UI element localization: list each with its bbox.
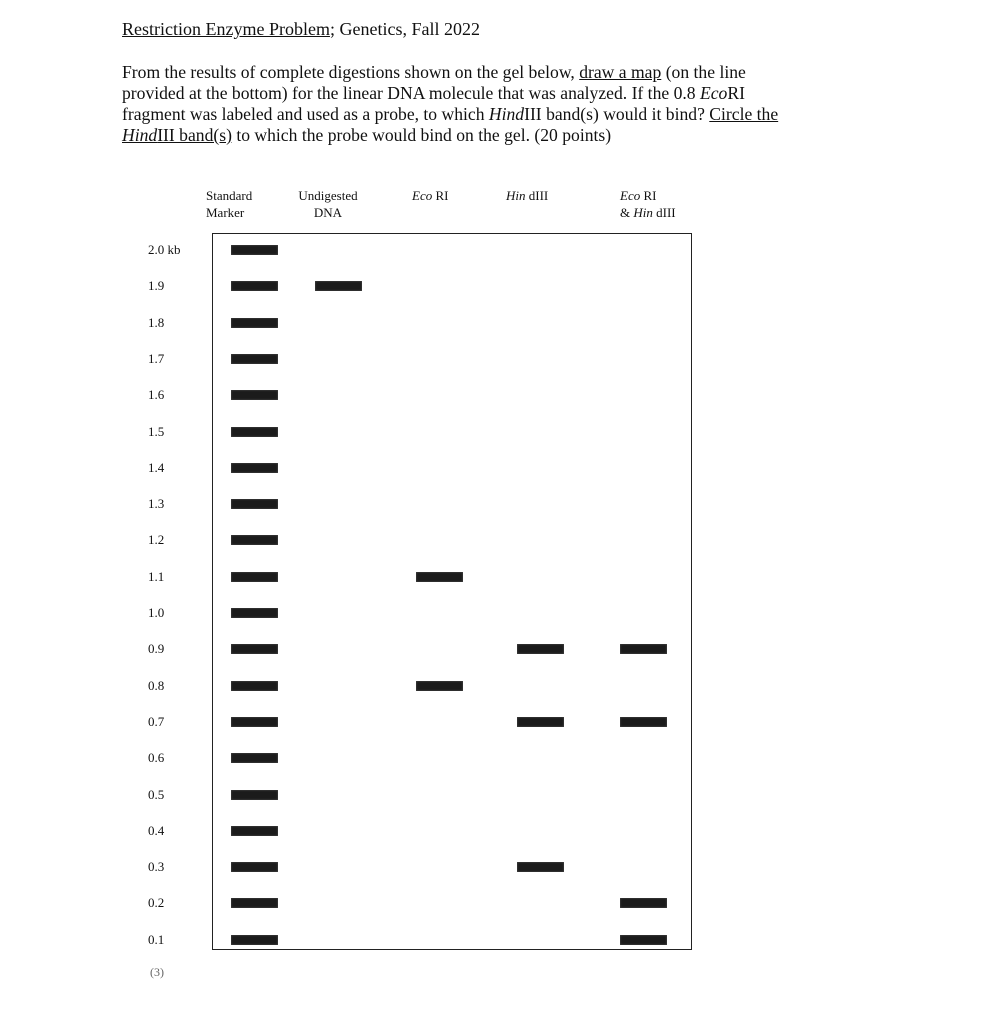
size-label: 1.0 (148, 605, 165, 620)
size-label: 1.1 (148, 568, 165, 584)
size-label: 0.1 (148, 931, 165, 947)
band-standard-1_3kb (231, 499, 278, 509)
band-double-0_7kb (620, 717, 667, 727)
band-standard-0_4kb (231, 826, 278, 836)
size-label: 1.8 (148, 314, 165, 330)
band-standard-1_8kb (231, 318, 278, 328)
page-title (122, 18, 480, 40)
band-standard-0_8kb (231, 681, 278, 691)
lane-header-ecori-hindiii: Eco RI & Hin dIII (620, 188, 676, 220)
band-standard-0_3kb (231, 862, 278, 872)
question-line-2: provided at the bottom) for the linear DNA molecule that was analyzed. If the 0.8 EcoRI (122, 83, 745, 103)
size-label: 0.8 (148, 677, 165, 693)
title-rest: ; Genetics, Fall 2022 (329, 19, 480, 39)
size-label: 1.3 (148, 496, 165, 512)
band-standard-0_1kb (231, 935, 278, 945)
gel-frame (212, 233, 692, 950)
band-standard-0_7kb (231, 717, 278, 727)
page-number: (3) (150, 965, 164, 979)
band-standard-1_1kb (231, 572, 278, 582)
band-ecori-1_1kb (416, 572, 463, 582)
band-standard-0_5kb (231, 790, 278, 800)
band-standard-1kb (231, 608, 278, 618)
band-standard-2kb (231, 245, 278, 255)
band-ecori-0_8kb (416, 681, 463, 691)
lane-header-standard-marker: Standard Marker (206, 188, 253, 220)
size-label: 1.5 (148, 423, 165, 439)
band-standard-1_4kb (231, 463, 278, 473)
size-label: 0.5 (148, 786, 165, 802)
size-label: 1.6 (148, 387, 165, 403)
band-double-0_9kb (620, 644, 667, 654)
band-undigested-1_9kb (315, 281, 362, 291)
band-standard-0_9kb (231, 644, 278, 654)
size-label: 1.2 (148, 532, 165, 548)
band-double-0_1kb (620, 935, 667, 945)
size-label: 0.2 (148, 895, 165, 911)
band-standard-1_9kb (231, 281, 278, 291)
size-label: 1.7 (148, 350, 165, 366)
band-standard-1_2kb (231, 535, 278, 545)
band-standard-0_2kb (231, 898, 278, 908)
lane-header-ecori: Eco RI (412, 188, 449, 203)
size-label: 2.0 kb (148, 242, 181, 257)
band-hindiii-0_3kb (517, 862, 564, 872)
band-standard-1_7kb (231, 354, 278, 364)
lane-header-hindiii: Hin dIII (506, 188, 549, 203)
size-label: 0.4 (148, 822, 165, 838)
question-text (122, 62, 882, 146)
size-label: 0.3 (148, 859, 165, 875)
question-line-3: fragment was labeled and used as a probe, to which HindIII band(s) would it bind? Circle the (122, 104, 779, 124)
lane-header-undigested-dna: Undigested DNA (298, 188, 358, 220)
band-double-0_2kb (620, 898, 667, 908)
title-underlined: Restriction Enzyme Problem (122, 19, 330, 39)
band-standard-1_5kb (231, 427, 278, 437)
question-line-4: HindIII band(s) to which the probe would bind on the gel. (20 points) (122, 125, 612, 145)
size-label: 1.9 (148, 278, 165, 294)
size-label: 1.4 (148, 459, 165, 475)
question-line-1: From the results of complete digestions shown on the gel below, draw a map (on the line (122, 62, 746, 82)
band-hindiii-0_7kb (517, 717, 564, 727)
band-standard-0_6kb (231, 753, 278, 763)
band-standard-1_6kb (231, 390, 278, 400)
size-label: 0.7 (148, 713, 165, 729)
size-label: 0.9 (148, 641, 165, 657)
size-label: 0.6 (148, 750, 165, 766)
band-hindiii-0_9kb (517, 644, 564, 654)
